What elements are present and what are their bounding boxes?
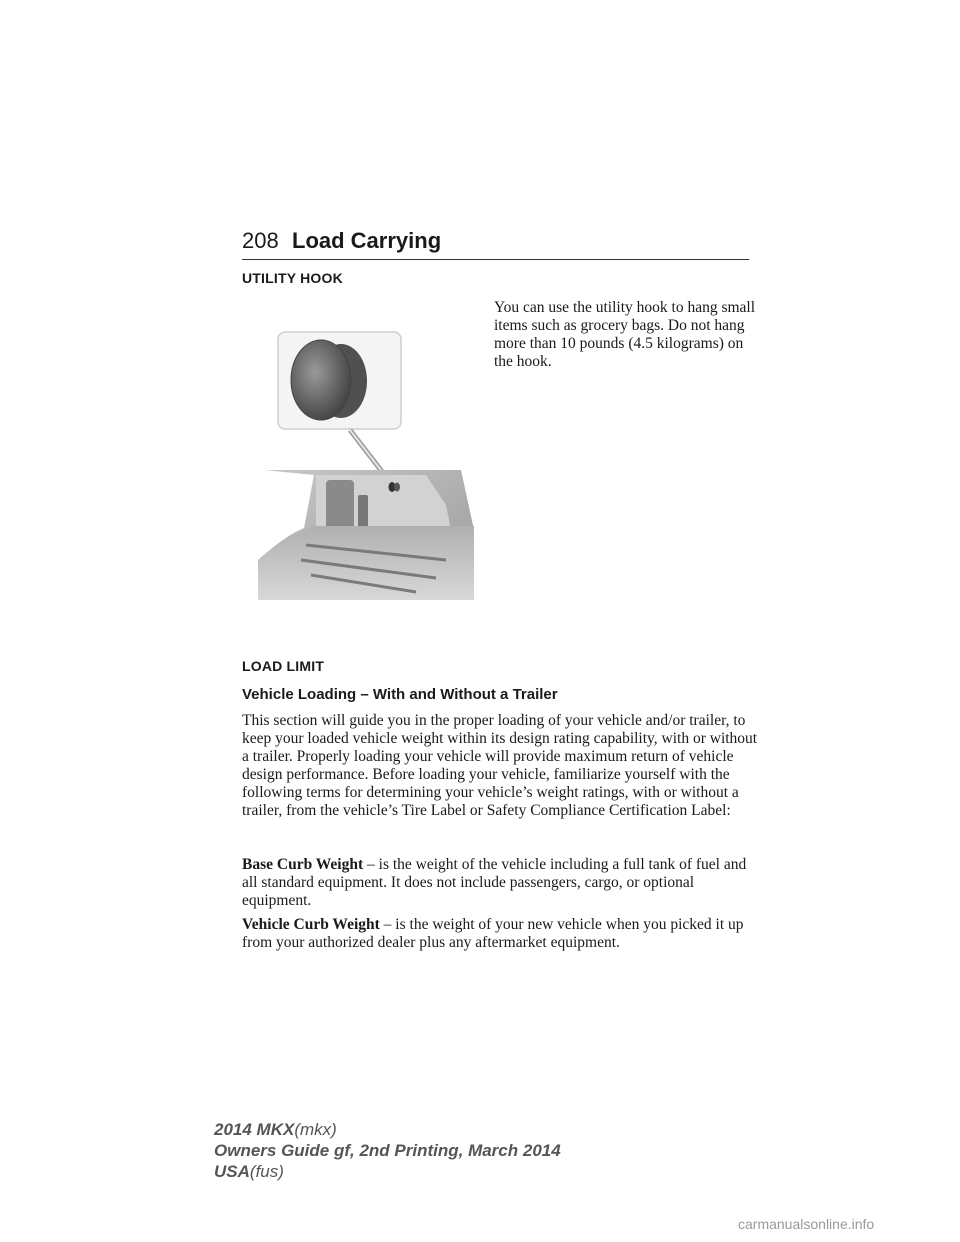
term-paragraph [242, 916, 762, 952]
header-rule [242, 259, 749, 260]
watermark: carmanualsonline.info [738, 1216, 875, 1232]
footer-market-code: (fus) [249, 1162, 284, 1181]
page-number: 208 [242, 228, 279, 253]
footer-market-name: USA [214, 1162, 250, 1181]
section-title: Load Carrying [292, 228, 442, 253]
term-definition: – is the weight of your new vehicle when you picked it up from your authorized dealer plus any aftermarket equipment. [242, 916, 744, 951]
load-limit-intro: This section will guide you in the proper loading of your vehicle and/or trailer, to keep your loaded vehicle weight within its design rating capability, with or without a trailer. Properly loading your vehicle will provide maximum return of vehicle design performance. Before loading your vehicle, familiarize yourself with the following terms for determining your vehicle’s weight ratings, with or without a trailer, from the vehicle’s Tire Label or Safety Compliance Certification Label: [242, 712, 758, 819]
utility-hook-text: You can use the utility hook to hang small items such as grocery bags. Do not hang more than 10 pounds (4.5 kilograms) on the hook. [494, 299, 756, 370]
term-definition: – is the weight of the vehicle including a full tank of fuel and all standard equipment. It does not include passengers, cargo, or optional equipment. [242, 856, 747, 909]
footer-edition: Owners Guide gf, 2nd Printing, March 2014 [214, 1141, 561, 1160]
hook-knob-icon [291, 340, 351, 420]
footer-market [214, 1162, 284, 1182]
footer-model-code: (mkx) [294, 1120, 337, 1139]
footer-model-name: 2014 MKX [214, 1120, 295, 1139]
side-slot [358, 495, 368, 530]
page-header [242, 228, 749, 260]
term-label: Base Curb Weight [242, 856, 364, 873]
term-paragraph [242, 856, 762, 910]
cargo-floor [258, 526, 474, 600]
utility-hook-heading: UTILITY HOOK [242, 270, 343, 286]
load-limit-heading: LOAD LIMIT [242, 658, 325, 674]
vehicle-loading-subheading: Vehicle Loading – With and Without a Trailer [242, 686, 558, 703]
footer-model [214, 1120, 337, 1140]
term-label: Vehicle Curb Weight [242, 916, 380, 933]
utility-hook-illustration [256, 330, 478, 605]
